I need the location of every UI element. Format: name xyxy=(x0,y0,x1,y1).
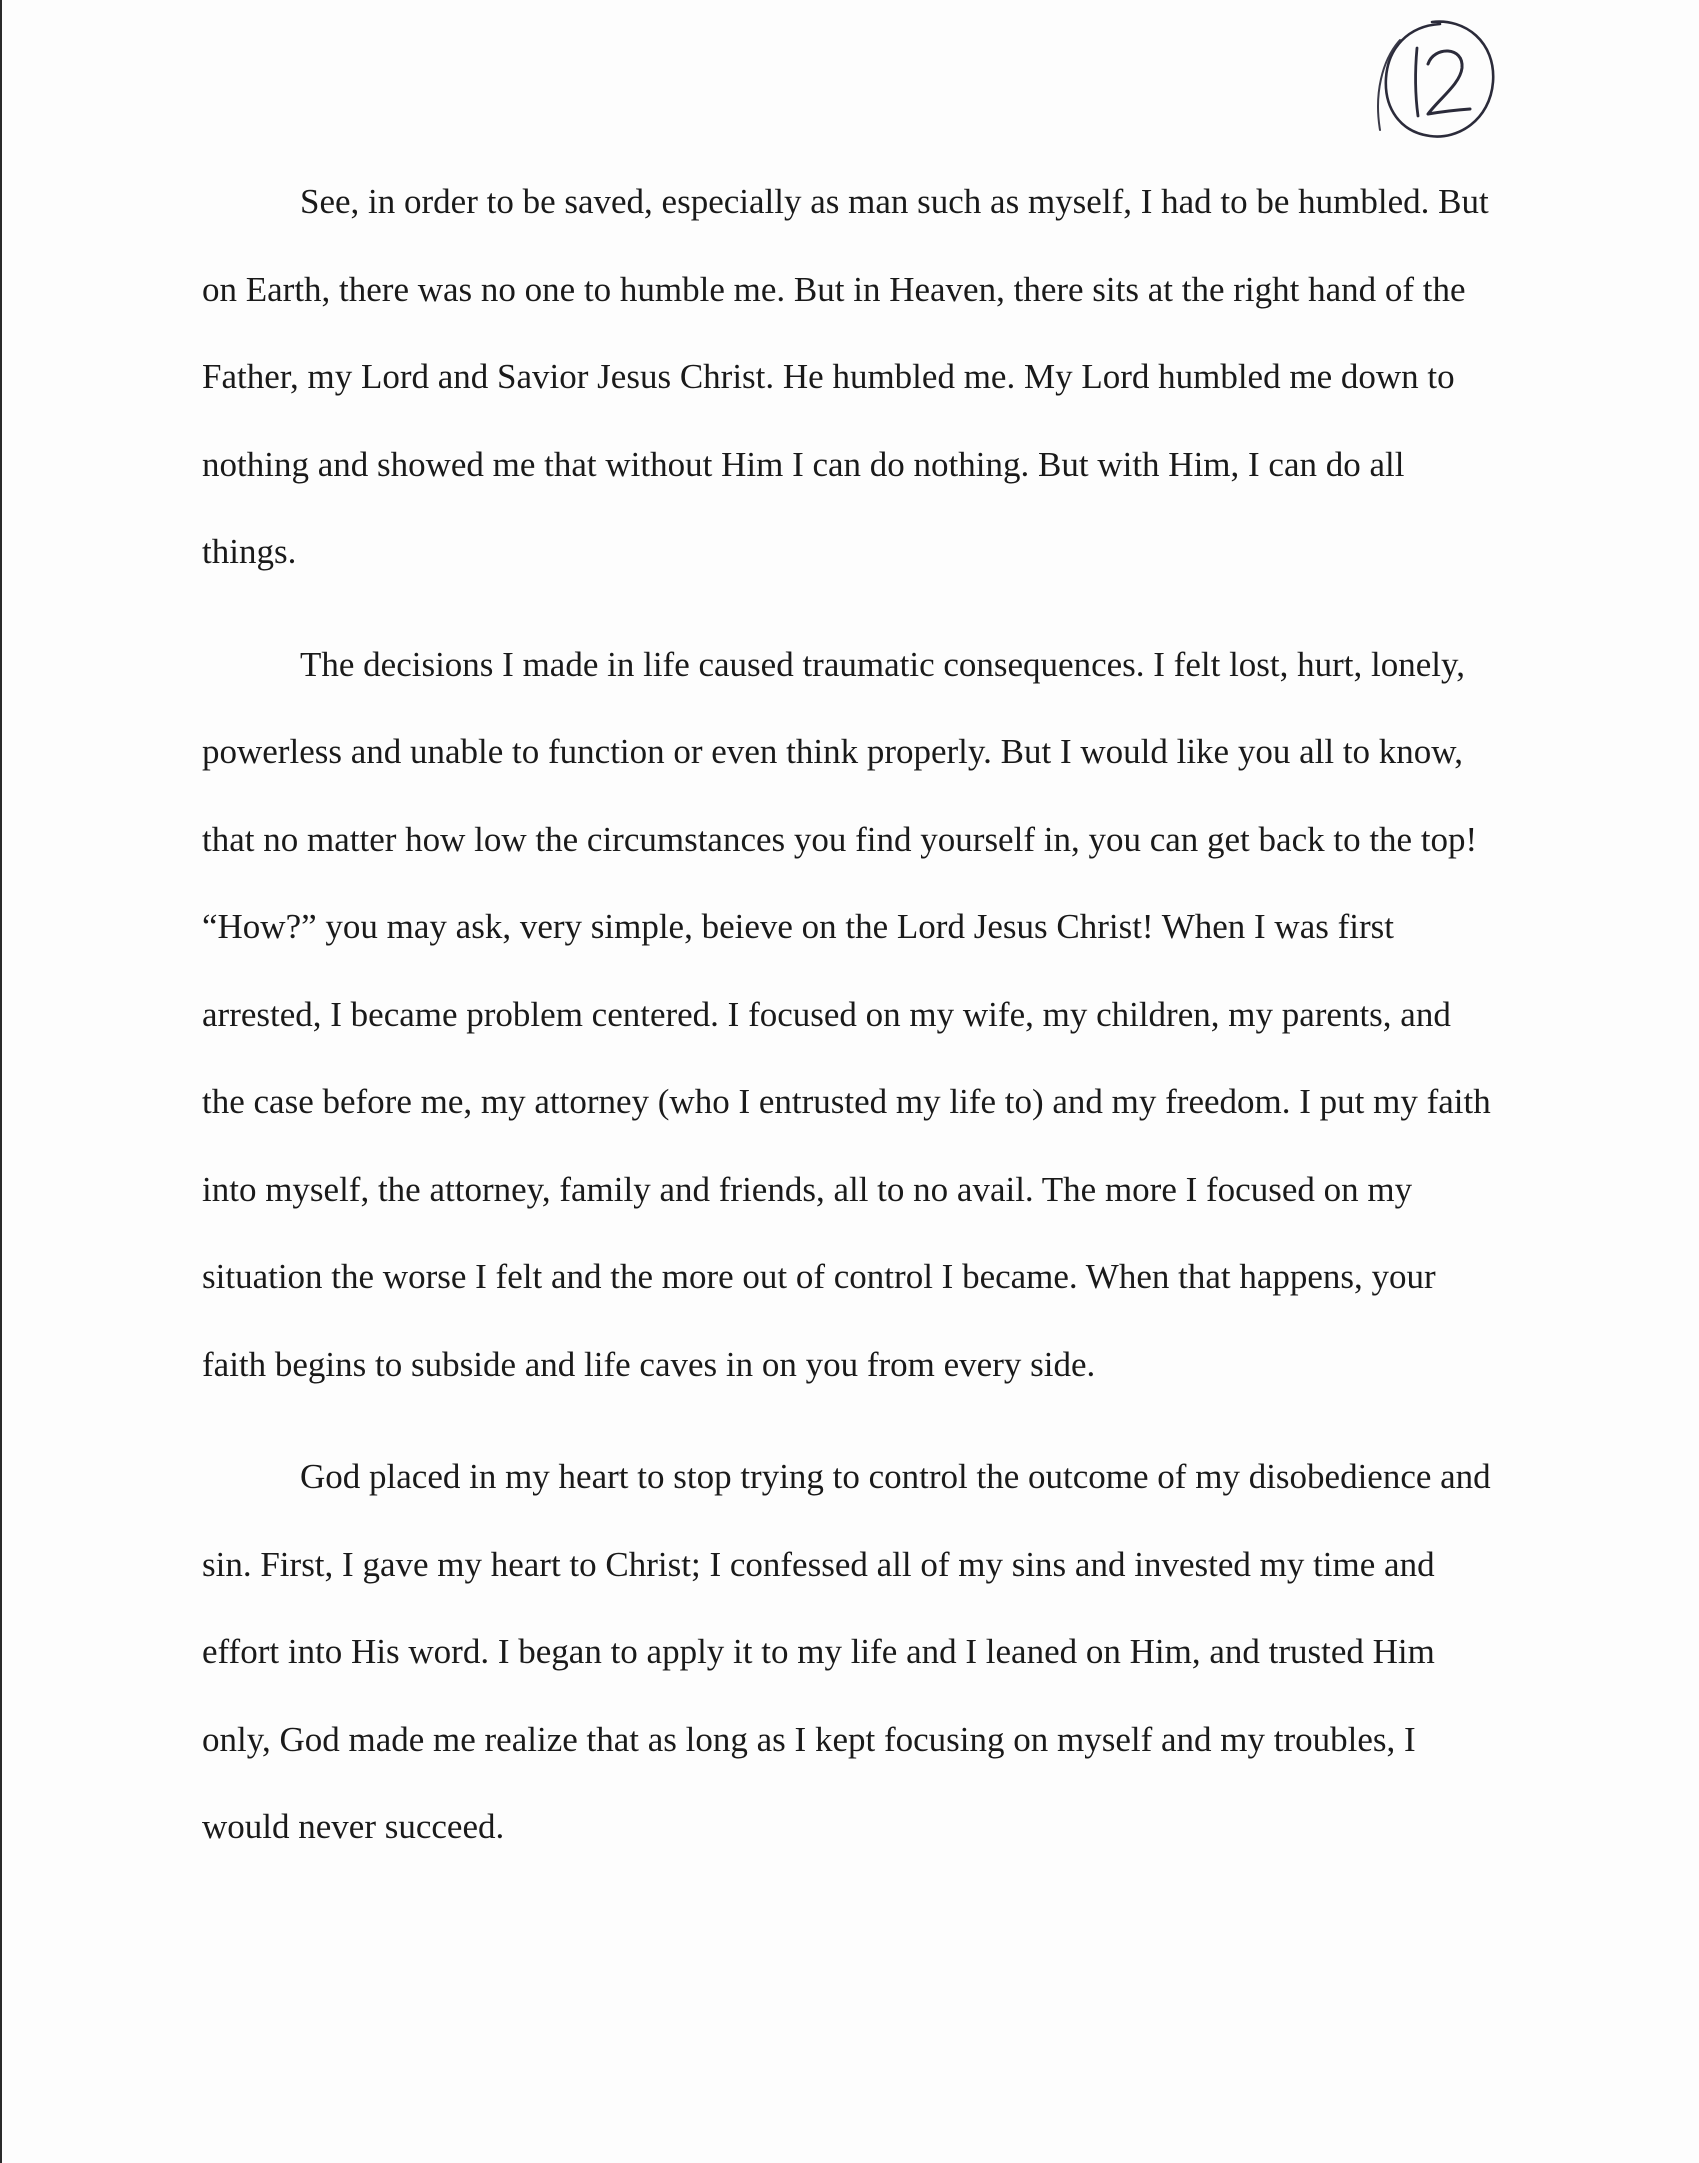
scan-edge-line xyxy=(0,0,2,2163)
paragraph-2: The decisions I made in life caused traumatic consequences. I felt lost, hurt, lonely, powerless and unable to function or even think properly. But I would like you all to know, that no matter how low the circumstances you find yourself in, you can get back to the top! “How?” you may ask, very simple, beieve on the Lord Jesus Christ! When I was first arrested, I became problem centered. I focused on my wife, my children, my parents, and the case before me, my attorney (who I entrusted my life to) and my freedom. I put my faith into myself, the attorney, family and friends, all to no avail. The more I focused on my situation the worse I felt and the more out of control I became. When that happens, your faith begins to subside and life caves in on you from every side. xyxy=(202,644,1491,1384)
paragraph-1: See, in order to be saved, especially as man such as myself, I had to be humbled. But on Earth, there was no one to humble me. But in Heaven, there sits at the right hand of the Father, my Lord and Savior Jesus Christ. He humbled me. My Lord humbled me down to nothing and showed me that without Him I can do nothing. But with Him, I can do all things. xyxy=(202,182,1489,571)
circled-number-icon xyxy=(1370,12,1505,147)
handwritten-page-number xyxy=(1370,12,1505,147)
paragraph-3: God placed in my heart to stop trying to control the outcome of my disobedience and sin. First, I gave my heart to Christ; I confessed all of my sins and invested my time and effort into His word. I began to apply it to my life and I leaned on Him, and trusted Him only, God made me realize that as long as I kept focusing on myself and my troubles, I would never succeed. xyxy=(202,1457,1491,1846)
letter-body xyxy=(202,158,1502,1871)
